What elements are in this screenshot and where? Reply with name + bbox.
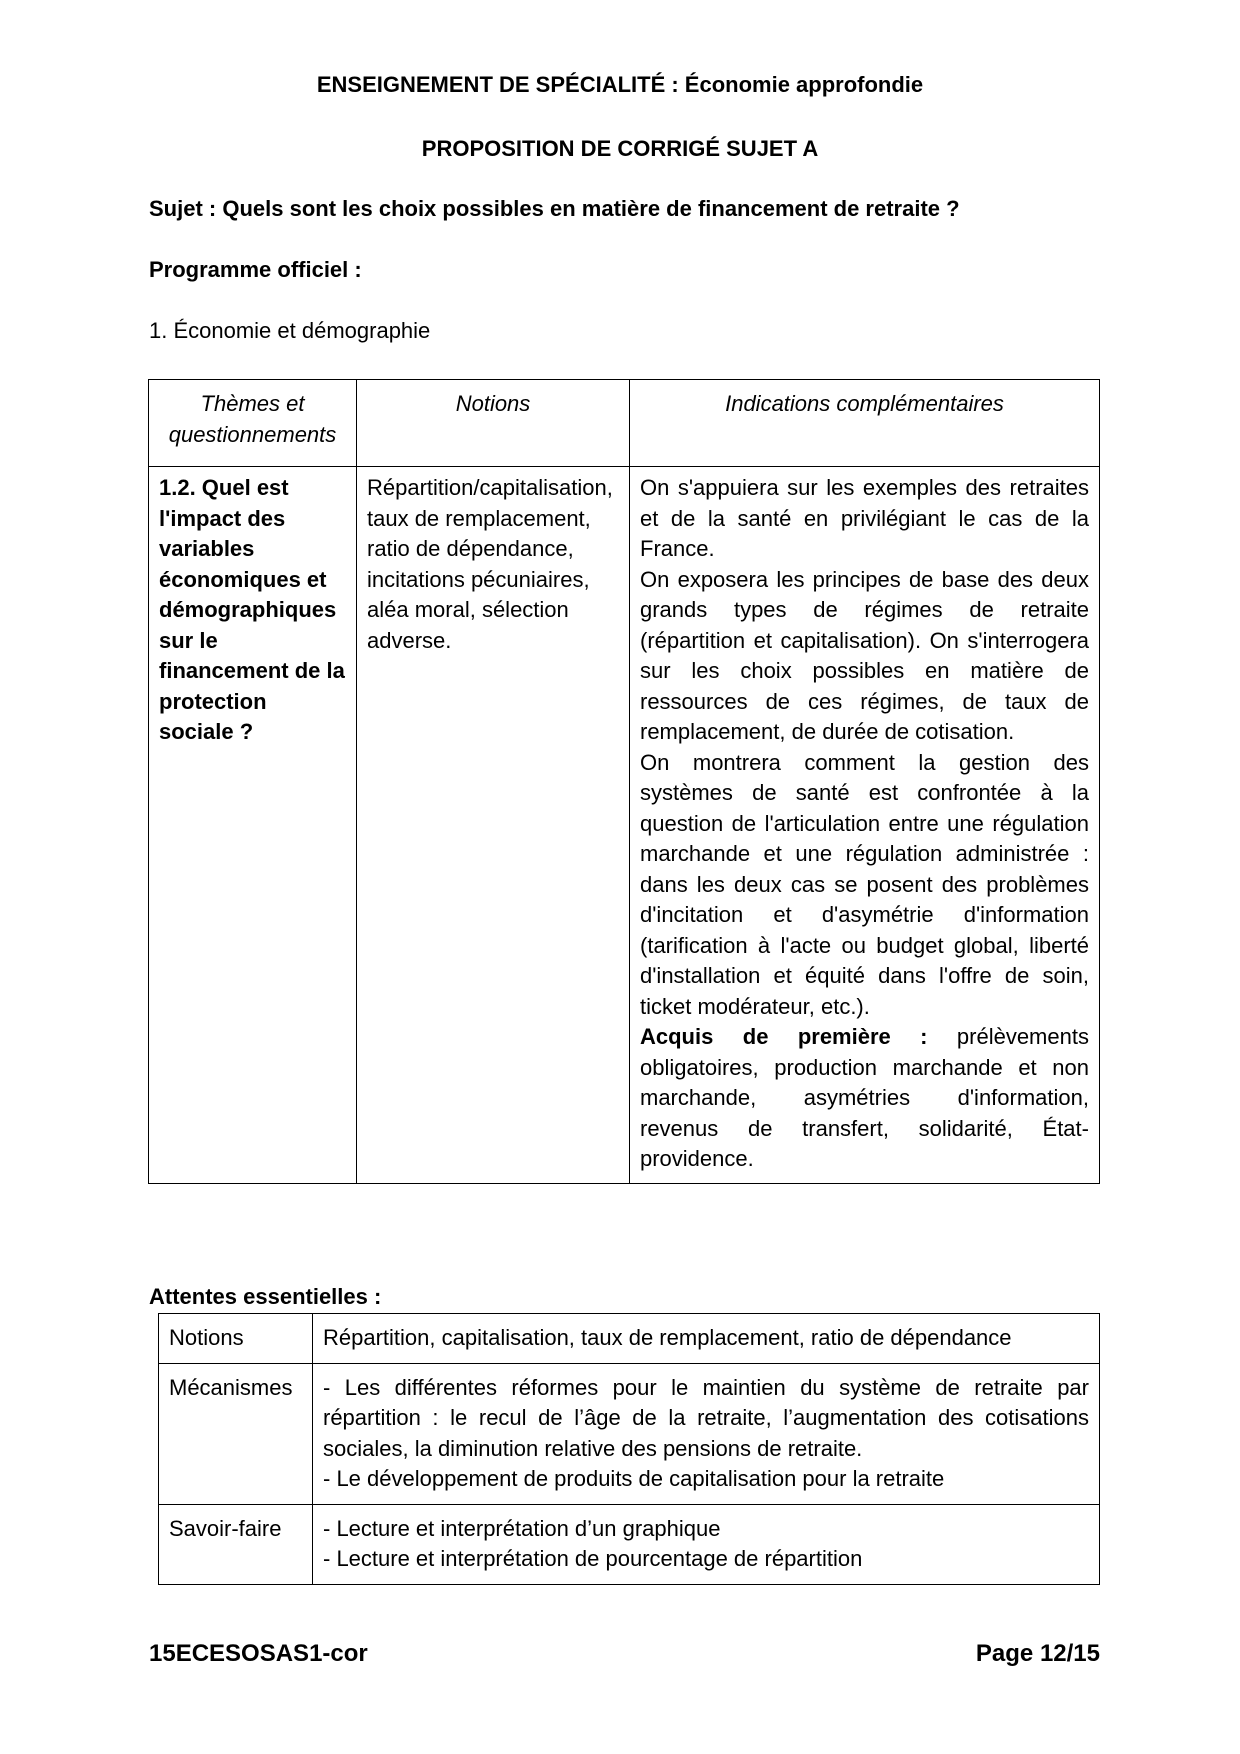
indications-cell: [630, 467, 1100, 1184]
program-table: [148, 379, 1100, 1184]
attentes-content: [313, 1363, 1100, 1504]
sujet-heading: Sujet : Quels sont les choix possibles en matière de financement de retraite ?: [149, 196, 960, 221]
attentes-line: - Lecture et interprétation de pourcentage de répartition: [323, 1546, 863, 1571]
notions-cell: Répartition/capitalisation, taux de remplacement, ratio de dépendance, incitations pécuniaires, aléa moral, sélection adverse.: [357, 467, 630, 1184]
program-table-header-row: [149, 380, 1100, 467]
attentes-label: Savoir-faire: [159, 1504, 313, 1584]
acquis-paragraph: [640, 1022, 1089, 1175]
programme-label: Programme officiel :: [149, 257, 362, 282]
header-themes: Thèmes et questionnements: [149, 380, 357, 467]
attentes-table: [158, 1313, 1100, 1585]
attentes-label: Notions: [159, 1314, 313, 1364]
indications-paragraph-3: On montrera comment la gestion des systèmes de santé est confrontée à la question de l'articulation entre une régulation marchande et une régulation administrée : dans les deux cas se posent des problèmes d'incitation et d'asymétrie d'information (tarification à l'acte ou budget global, liberté d'installation et équité dans l'offre de soin, ticket modérateur, etc.).: [640, 749, 1089, 1019]
document-title: ENSEIGNEMENT DE SPÉCIALITÉ : Économie approfondie: [316, 72, 924, 97]
program-table-row: [149, 467, 1100, 1184]
attentes-line: - Lecture et interprétation d’un graphique: [323, 1515, 721, 1541]
attentes-label: Mécanismes: [159, 1363, 313, 1504]
header-notions: Notions: [357, 380, 630, 467]
attentes-line: Répartition, capitalisation, taux de remplacement, ratio de dépendance: [323, 1325, 1012, 1350]
footer-code: 15ECESOSAS1-cor: [149, 1640, 368, 1667]
header-indications: Indications complémentaires: [630, 380, 1100, 467]
attentes-content: [313, 1314, 1100, 1364]
attentes-line: - Les différentes réformes pour le maintien du système de retraite par répartition : le recul de l’âge de la retraite, l’augmentation des cotisations sociales, la diminution relative des pensions de retraite.: [323, 1374, 1089, 1461]
attentes-title: Attentes essentielles :: [149, 1284, 382, 1309]
attentes-row-savoir-faire: [159, 1504, 1100, 1584]
attentes-row-mecanismes: [159, 1363, 1100, 1504]
themes-cell: 1.2. Quel est l'impact des variables économiques et démographiques sur le financement de la protection sociale ?: [149, 467, 357, 1184]
document-subtitle: PROPOSITION DE CORRIGÉ SUJET A: [421, 136, 819, 161]
indications-paragraph-1: On s'appuiera sur les exemples des retraites et de la santé en privilégiant le cas de la France.: [640, 475, 1089, 561]
attentes-line: - Le développement de produits de capitalisation pour la retraite: [323, 1466, 945, 1491]
acquis-text: prélèvements obligatoires, production marchande et non marchande, asymétries d'information, revenus de transfert, solidarité, État-providence.: [640, 1024, 1089, 1171]
attentes-row-notions: [159, 1314, 1100, 1364]
indications-paragraph-2: On exposera les principes de base des deux grands types de régimes de retraite (répartition et capitalisation). On s'interrogera sur les choix possibles en matière de ressources de ces régimes, de taux de remplacement, de durée de cotisation.: [640, 566, 1089, 744]
section-heading: 1. Économie et démographie: [149, 318, 431, 343]
footer-page-number: Page 12/15: [975, 1640, 1100, 1667]
attentes-content: [313, 1504, 1100, 1584]
acquis-label: Acquis de première :: [640, 1024, 928, 1049]
